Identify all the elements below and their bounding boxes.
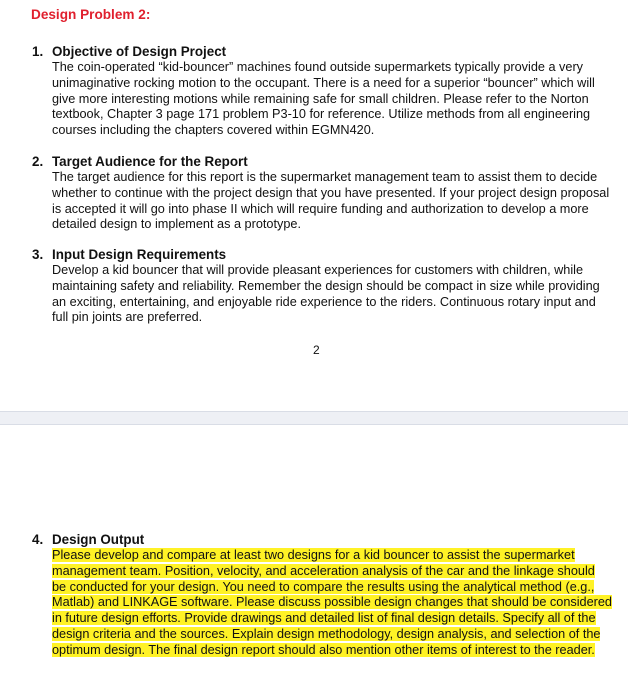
- section-input-requirements: [32, 247, 612, 326]
- section-title-text: Target Audience for the Report: [52, 154, 248, 169]
- section-body-text: The target audience for this report is the supermarket management team to assist them to decide whether to continue with the project design that you have presented. If your project design proposal is accepted it will go into phase II which will require funding and authorization to develop a more detailed design to implement as a prototype.: [52, 170, 610, 232]
- section-objective: [32, 44, 612, 139]
- section-number: 1.: [32, 44, 44, 59]
- section-body: [52, 60, 612, 139]
- section-title-text: Design Output: [52, 532, 145, 547]
- section-number: 4.: [32, 532, 44, 547]
- section-number: 2.: [32, 154, 44, 169]
- section-title-text: Input Design Requirements: [52, 247, 227, 262]
- section-title: [32, 44, 612, 60]
- section-target-audience: [32, 154, 612, 233]
- section-body-text: The coin-operated “kid-bouncer” machines found outside supermarkets typically provide a very unimaginative rocking motion to the occupant. There is a need for a superior “bouncer” which will give more interesting motions while remaining safe for small children. Please refer to the Norton textbook, Chapter 3 page 171 problem P3-10 for reference. Utilize methods from all engineering courses including the chapters covered within EGMN420.: [52, 60, 595, 138]
- section-body: [52, 263, 612, 326]
- section-body: [52, 548, 612, 659]
- section-number: 3.: [32, 247, 44, 262]
- section-design-output: [32, 532, 612, 659]
- page-number: 2: [313, 343, 320, 357]
- section-title-text: Objective of Design Project: [52, 44, 227, 59]
- section-body-text-highlighted: Please develop and compare at least two designs for a kid bouncer to assist the supermarket management team. Position, velocity, and acceleration analysis of the car and the linkage should be conducted for your design. You need to compare the results using the analytical method (e.g., Matlab) and LINKAGE software. Please discuss possible design changes that should be considered in future design efforts. Provide drawings and detailed list of final design details. Specify all of the design criteria and the sources. Explain design methodology, design analysis, and selection of the optimum design. The final design report should also mention other items of interest to the reader.: [52, 548, 612, 657]
- section-body: [52, 170, 612, 233]
- section-title: [32, 247, 612, 263]
- section-title: [32, 532, 612, 548]
- section-title: [32, 154, 612, 170]
- document-heading: Design Problem 2:: [31, 7, 151, 22]
- page-break: [0, 411, 628, 425]
- section-body-text: Develop a kid bouncer that will provide pleasant experiences for customers with children, while maintaining safety and reliability. Remember the design should be compact in size while providing an exciting, entertaining, and enjoyable ride experience to the riders. Continuous rotary input and full pin joints are preferred.: [52, 263, 600, 325]
